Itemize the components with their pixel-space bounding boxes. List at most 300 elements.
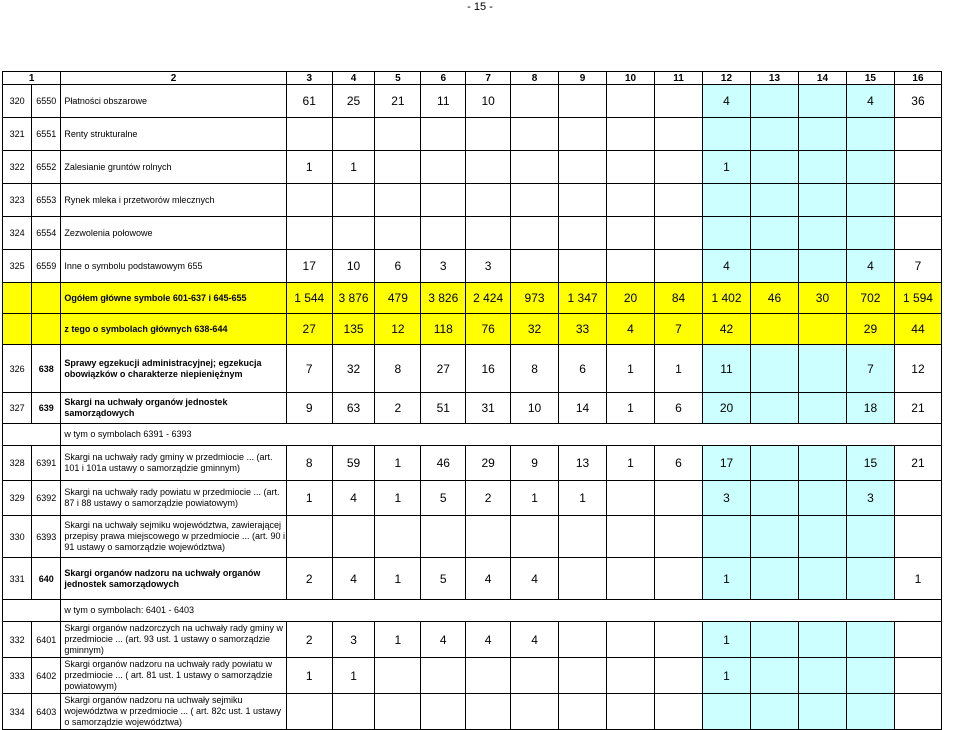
value-cell [750, 184, 798, 217]
value-cell: 1 594 [894, 283, 941, 314]
value-cell [466, 184, 511, 217]
header-cell-16: 16 [894, 72, 941, 85]
value-cell [798, 446, 846, 481]
value-cell: 63 [332, 393, 375, 424]
value-cell: 7 [286, 345, 332, 393]
value-cell: 36 [894, 85, 941, 118]
value-cell: 59 [332, 446, 375, 481]
value-cell [332, 694, 375, 730]
value-cell [607, 118, 655, 151]
value-cell [894, 516, 941, 558]
value-cell: 1 [607, 345, 655, 393]
label-cell: Renty strukturalne [61, 118, 286, 151]
label-cell: Ogółem główne symbole 601-637 i 645-655 [61, 283, 286, 314]
value-cell: 44 [894, 314, 941, 345]
value-cell: 4 [846, 85, 894, 118]
value-cell [798, 481, 846, 516]
header-cell-2: 2 [61, 72, 286, 85]
value-cell [750, 217, 798, 250]
header-cell-3: 3 [286, 72, 332, 85]
value-cell [559, 658, 607, 694]
value-cell: 5 [421, 558, 466, 600]
code-cell: 6402 [32, 658, 61, 694]
value-cell [559, 558, 607, 600]
value-cell [607, 85, 655, 118]
value-cell [655, 694, 703, 730]
value-cell: 9 [511, 446, 559, 481]
value-cell [607, 558, 655, 600]
value-cell [798, 393, 846, 424]
lp-cell: 331 [3, 558, 32, 600]
code-cell: 638 [32, 345, 61, 393]
label-cell: Skargi organów nadzoru na uchwały rady powiatu w przedmiocie ... ( art. 81 ust. 1 ustawy o samorządzie powiatowym) [61, 658, 286, 694]
value-cell [894, 622, 941, 658]
note-row [3, 600, 942, 622]
value-cell: 9 [286, 393, 332, 424]
label-cell: Skargi organów nadzoru na uchwały sejmiku województwa w przedmiocie ... ( art. 82c ust. 1 ustawy o samorządzie województwa) [61, 694, 286, 730]
value-cell: 32 [332, 345, 375, 393]
lp-cell: 334 [3, 694, 32, 730]
table-row [3, 250, 942, 283]
value-cell [894, 217, 941, 250]
value-cell [750, 118, 798, 151]
value-cell [466, 118, 511, 151]
value-cell [607, 217, 655, 250]
table-row [3, 217, 942, 250]
value-cell: 973 [511, 283, 559, 314]
value-cell: 5 [421, 481, 466, 516]
table-row [3, 118, 942, 151]
value-cell: 30 [798, 283, 846, 314]
value-cell: 4 [703, 85, 751, 118]
lp-cell [3, 283, 32, 314]
value-cell [559, 250, 607, 283]
table-row [3, 558, 942, 600]
value-cell [846, 217, 894, 250]
value-cell: 29 [846, 314, 894, 345]
value-cell [286, 694, 332, 730]
header-cell-9: 9 [559, 72, 607, 85]
value-cell [466, 151, 511, 184]
value-cell: 20 [607, 283, 655, 314]
value-cell [607, 151, 655, 184]
value-cell: 4 [703, 250, 751, 283]
value-cell: 21 [375, 85, 421, 118]
code-cell: 6554 [32, 217, 61, 250]
value-cell: 2 [286, 558, 332, 600]
value-cell [750, 658, 798, 694]
table-header-row [3, 72, 942, 85]
value-cell: 135 [332, 314, 375, 345]
value-cell [894, 481, 941, 516]
value-cell [894, 658, 941, 694]
code-cell: 6553 [32, 184, 61, 217]
value-cell: 51 [421, 393, 466, 424]
value-cell [655, 481, 703, 516]
label-cell: Skargi organów nadzorczych na uchwały rady gminy w przedmiocie ... (art. 93 ust. 1 ustawy o samorządzie gminnym) [61, 622, 286, 658]
value-cell [559, 118, 607, 151]
value-cell: 15 [846, 446, 894, 481]
value-cell [750, 85, 798, 118]
value-cell [332, 118, 375, 151]
value-cell: 3 876 [332, 283, 375, 314]
value-cell [655, 217, 703, 250]
value-cell [894, 151, 941, 184]
value-cell [559, 694, 607, 730]
table-row [3, 658, 942, 694]
value-cell: 1 544 [286, 283, 332, 314]
value-cell [798, 694, 846, 730]
value-cell [798, 85, 846, 118]
value-cell [894, 694, 941, 730]
value-cell [798, 118, 846, 151]
table-row [3, 694, 942, 730]
value-cell: 21 [894, 446, 941, 481]
value-cell [846, 622, 894, 658]
value-cell: 20 [703, 393, 751, 424]
value-cell: 4 [466, 622, 511, 658]
label-cell: z tego o symbolach głównych 638-644 [61, 314, 286, 345]
value-cell: 10 [332, 250, 375, 283]
code-cell: 6401 [32, 622, 61, 658]
value-cell [655, 85, 703, 118]
label-cell: Rynek mleka i przetworów mlecznych [61, 184, 286, 217]
value-cell [703, 184, 751, 217]
value-cell: 27 [286, 314, 332, 345]
label-cell: Skargi na uchwały organów jednostek samorządowych [61, 393, 286, 424]
value-cell [421, 516, 466, 558]
value-cell: 6 [559, 345, 607, 393]
header-cell-10: 10 [607, 72, 655, 85]
header-cell-13: 13 [750, 72, 798, 85]
value-cell: 31 [466, 393, 511, 424]
code-cell: 6550 [32, 85, 61, 118]
value-cell: 76 [466, 314, 511, 345]
value-cell [421, 118, 466, 151]
value-cell [798, 658, 846, 694]
value-cell [286, 516, 332, 558]
value-cell [703, 118, 751, 151]
lp-cell [3, 600, 61, 622]
value-cell: 3 [846, 481, 894, 516]
value-cell [375, 151, 421, 184]
value-cell: 2 424 [466, 283, 511, 314]
value-cell: 11 [703, 345, 751, 393]
value-cell [655, 658, 703, 694]
lp-cell [3, 424, 61, 446]
lp-cell: 328 [3, 446, 32, 481]
value-cell: 1 [332, 658, 375, 694]
lp-cell: 327 [3, 393, 32, 424]
code-cell: 640 [32, 558, 61, 600]
value-cell: 17 [286, 250, 332, 283]
label-cell: Sprawy egzekucji administracyjnej; egzekucja obowiązków o charakterze niepieniężnym [61, 345, 286, 393]
value-cell: 13 [559, 446, 607, 481]
value-cell [798, 217, 846, 250]
value-cell [511, 184, 559, 217]
value-cell [607, 694, 655, 730]
value-cell: 84 [655, 283, 703, 314]
header-cell-6: 6 [421, 72, 466, 85]
value-cell [559, 217, 607, 250]
value-cell: 4 [511, 558, 559, 600]
value-cell [511, 217, 559, 250]
lp-cell [3, 314, 32, 345]
value-cell: 1 [607, 393, 655, 424]
code-cell: 6403 [32, 694, 61, 730]
lp-cell: 324 [3, 217, 32, 250]
value-cell: 8 [375, 345, 421, 393]
value-cell [655, 558, 703, 600]
value-cell: 1 [655, 345, 703, 393]
value-cell: 479 [375, 283, 421, 314]
note-cell: w tym o symbolach: 6401 - 6403 [61, 600, 942, 622]
value-cell: 1 [703, 151, 751, 184]
value-cell: 25 [332, 85, 375, 118]
value-cell: 42 [703, 314, 751, 345]
value-cell [607, 250, 655, 283]
value-cell: 14 [559, 393, 607, 424]
lp-cell: 326 [3, 345, 32, 393]
value-cell [846, 118, 894, 151]
value-cell: 12 [894, 345, 941, 393]
table-row [3, 393, 942, 424]
value-cell: 1 [894, 558, 941, 600]
value-cell [511, 516, 559, 558]
header-cell-8: 8 [511, 72, 559, 85]
value-cell [375, 184, 421, 217]
value-cell: 29 [466, 446, 511, 481]
value-cell: 1 [332, 151, 375, 184]
value-cell: 21 [894, 393, 941, 424]
value-cell: 2 [375, 393, 421, 424]
value-cell: 46 [421, 446, 466, 481]
table-row [3, 516, 942, 558]
value-cell [655, 250, 703, 283]
value-cell: 1 [286, 151, 332, 184]
value-cell [798, 516, 846, 558]
table-row [3, 481, 942, 516]
value-cell: 7 [655, 314, 703, 345]
value-cell [750, 481, 798, 516]
table-body [3, 72, 942, 730]
label-cell: Inne o symbolu podstawowym 655 [61, 250, 286, 283]
value-cell [655, 184, 703, 217]
value-cell: 16 [466, 345, 511, 393]
value-cell [607, 622, 655, 658]
value-cell [703, 516, 751, 558]
value-cell: 11 [421, 85, 466, 118]
table-row [3, 446, 942, 481]
value-cell [846, 516, 894, 558]
value-cell: 1 347 [559, 283, 607, 314]
value-cell [750, 622, 798, 658]
value-cell [466, 658, 511, 694]
code-cell: 6393 [32, 516, 61, 558]
value-cell [607, 516, 655, 558]
value-cell: 1 [375, 622, 421, 658]
value-cell [750, 151, 798, 184]
lp-cell: 325 [3, 250, 32, 283]
value-cell: 61 [286, 85, 332, 118]
value-cell: 2 [286, 622, 332, 658]
value-cell: 1 [375, 481, 421, 516]
value-cell [607, 481, 655, 516]
value-cell [750, 446, 798, 481]
code-cell: 6551 [32, 118, 61, 151]
value-cell: 17 [703, 446, 751, 481]
table-row [3, 85, 942, 118]
value-cell [421, 694, 466, 730]
lp-cell: 323 [3, 184, 32, 217]
value-cell [798, 151, 846, 184]
value-cell [375, 694, 421, 730]
value-cell: 1 402 [703, 283, 751, 314]
lp-cell: 332 [3, 622, 32, 658]
code-cell: 6552 [32, 151, 61, 184]
header-cell-11: 11 [655, 72, 703, 85]
label-cell: Skargi organów nadzoru na uchwały organów jednostek samorządowych [61, 558, 286, 600]
value-cell: 3 [703, 481, 751, 516]
value-cell: 4 [607, 314, 655, 345]
table-row [3, 151, 942, 184]
header-cell-1: 1 [3, 72, 61, 85]
value-cell [421, 217, 466, 250]
value-cell: 3 826 [421, 283, 466, 314]
value-cell: 118 [421, 314, 466, 345]
lp-cell: 333 [3, 658, 32, 694]
lp-cell: 322 [3, 151, 32, 184]
value-cell [511, 118, 559, 151]
table-row [3, 345, 942, 393]
value-cell: 10 [466, 85, 511, 118]
value-cell: 1 [559, 481, 607, 516]
value-cell: 6 [375, 250, 421, 283]
header-cell-4: 4 [332, 72, 375, 85]
label-cell: Skargi na uchwały rady gminy w przedmiocie ... (art. 101 i 101a ustawy o samorządzie gminnym) [61, 446, 286, 481]
value-cell [750, 694, 798, 730]
value-cell: 1 [375, 446, 421, 481]
value-cell [846, 658, 894, 694]
header-cell-15: 15 [846, 72, 894, 85]
value-cell: 1 [607, 446, 655, 481]
value-cell [798, 184, 846, 217]
table-row [3, 184, 942, 217]
value-cell: 702 [846, 283, 894, 314]
value-cell [607, 184, 655, 217]
code-cell: 6392 [32, 481, 61, 516]
header-cell-12: 12 [703, 72, 751, 85]
value-cell [798, 622, 846, 658]
value-cell [421, 151, 466, 184]
value-cell: 10 [511, 393, 559, 424]
label-cell: Płatności obszarowe [61, 85, 286, 118]
value-cell [332, 184, 375, 217]
value-cell [750, 516, 798, 558]
value-cell [375, 217, 421, 250]
value-cell: 4 [466, 558, 511, 600]
value-cell [375, 118, 421, 151]
value-cell: 1 [703, 622, 751, 658]
page-number: - 15 - [467, 1, 493, 13]
value-cell [332, 516, 375, 558]
code-cell [32, 283, 61, 314]
value-cell [750, 345, 798, 393]
value-cell [559, 151, 607, 184]
value-cell [703, 217, 751, 250]
lp-cell: 330 [3, 516, 32, 558]
value-cell [894, 184, 941, 217]
value-cell [511, 694, 559, 730]
table-row [3, 283, 942, 314]
value-cell: 1 [286, 658, 332, 694]
lp-cell: 320 [3, 85, 32, 118]
lp-cell: 321 [3, 118, 32, 151]
value-cell [375, 516, 421, 558]
value-cell: 1 [375, 558, 421, 600]
statistics-table [2, 71, 942, 730]
value-cell [511, 151, 559, 184]
value-cell [286, 118, 332, 151]
value-cell: 8 [286, 446, 332, 481]
table-row [3, 314, 942, 345]
value-cell [286, 184, 332, 217]
value-cell [655, 622, 703, 658]
header-cell-5: 5 [375, 72, 421, 85]
label-cell: Zalesianie gruntów rolnych [61, 151, 286, 184]
value-cell [798, 558, 846, 600]
value-cell: 27 [421, 345, 466, 393]
value-cell [846, 694, 894, 730]
value-cell: 4 [421, 622, 466, 658]
value-cell [466, 694, 511, 730]
value-cell: 1 [703, 658, 751, 694]
value-cell [421, 184, 466, 217]
value-cell [750, 393, 798, 424]
value-cell [559, 516, 607, 558]
value-cell [846, 184, 894, 217]
value-cell [750, 250, 798, 283]
value-cell [750, 558, 798, 600]
value-cell [798, 345, 846, 393]
header-cell-14: 14 [798, 72, 846, 85]
value-cell [750, 314, 798, 345]
code-cell [32, 314, 61, 345]
value-cell: 33 [559, 314, 607, 345]
header-cell-7: 7 [466, 72, 511, 85]
label-cell: Zezwolenia połowowe [61, 217, 286, 250]
value-cell: 46 [750, 283, 798, 314]
value-cell: 7 [846, 345, 894, 393]
value-cell [559, 184, 607, 217]
value-cell: 4 [511, 622, 559, 658]
value-cell: 6 [655, 446, 703, 481]
value-cell [511, 658, 559, 694]
value-cell [559, 85, 607, 118]
value-cell: 6 [655, 393, 703, 424]
value-cell [511, 85, 559, 118]
value-cell: 2 [466, 481, 511, 516]
value-cell [559, 622, 607, 658]
value-cell [466, 516, 511, 558]
value-cell [655, 516, 703, 558]
value-cell: 4 [332, 558, 375, 600]
value-cell [511, 250, 559, 283]
label-cell: Skargi na uchwały rady powiatu w przedmiocie ... (art. 87 i 88 ustawy o samorządzie powiatowym) [61, 481, 286, 516]
value-cell [332, 217, 375, 250]
value-cell: 4 [846, 250, 894, 283]
value-cell: 1 [511, 481, 559, 516]
